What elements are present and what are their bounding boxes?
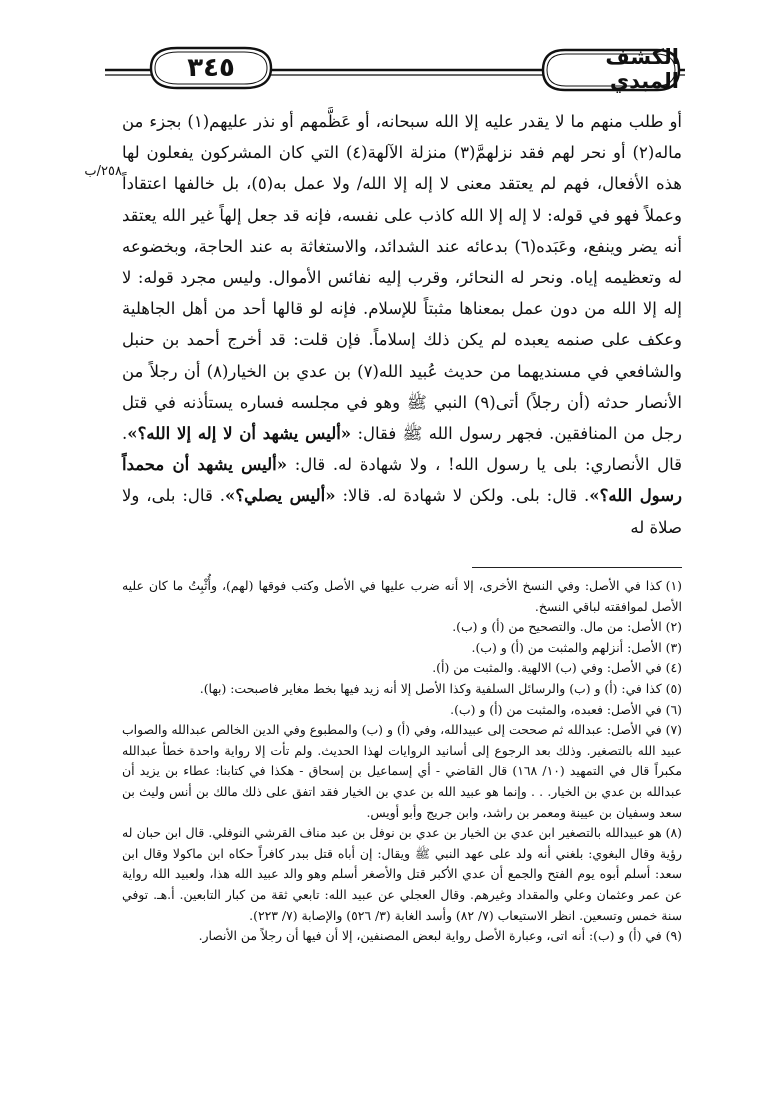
footnote-number: (١) [665, 578, 682, 593]
footnote [122, 638, 682, 659]
footnote-text: الأصل: من مال. والتصحيح من (أ) و (ب). [452, 619, 662, 635]
page-number: ٣٤٥ [187, 53, 235, 83]
footnote [122, 823, 682, 926]
main-paragraph [122, 106, 682, 543]
text-segment: . قال: بلى، ولا صلاة له [122, 486, 682, 537]
hadith-quote: «أليس يشهد أن محمداً رسول الله؟» [122, 455, 683, 506]
footnote-text: في الأصل: وفي (ب) الالهية. والمثبت من (أ). [432, 660, 662, 676]
footnote-number: (٩) [665, 928, 682, 944]
footnote-number: (٢) [665, 619, 682, 635]
footnote [122, 679, 682, 700]
footnote-text: كذا في: (أ) و (ب) والرسائل السلفية وكذا الأصل إلا أنه زيد فيها بخط مغاير فاصبحت: (بها). [199, 680, 662, 696]
footnotes [122, 576, 682, 947]
running-header [95, 40, 695, 110]
footnote [122, 658, 682, 679]
text-segment: . قال الأنصاري: بلى يا رسول الله! ، ولا شهادة له. قال: [122, 424, 683, 475]
footnote-number: (٦) [665, 701, 682, 717]
footnote-number: (٥) [665, 680, 682, 696]
footnote-text: كذا في الأصل: وفي النسخ الأخرى، إلا أنه ضرب عليها في الأصل وكتب فوقها (لهم)، وأُثْبِتُ ما كان عليه الأصل لموافقته لباقي النسخ. [122, 578, 682, 614]
footnote [122, 926, 682, 947]
footnote-number: (٧) [665, 722, 682, 738]
hadith-quote: «أليس يصلي؟» [225, 486, 336, 506]
hadith-quote: «أليس يشهد أن لا إله إلا الله؟» [127, 424, 352, 444]
text-segment: . قال: بلى. ولكن لا شهادة له. قالا: [342, 486, 590, 506]
footnote [122, 617, 682, 638]
main-text [122, 106, 682, 543]
book-title: الكشف المبدي [605, 45, 679, 93]
footnote [122, 576, 682, 617]
footnote-number: (٣) [665, 639, 682, 655]
text-segment: أو طلب منهم ما لا يقدر عليه إلا الله سبحانه، أو عَظَّمهم أو نذر عليهم(١) بجزء من ماله(٢) أو نحر لهم فقد نزلهمَّ(٣) منزلة الآلهة(٤) التي كان المشركون يفعلون لها هذه الأفعال، فهم لم يعتقد معنى لا إله إلا الله/ ولا عمل به(٥)، بل خالفها اعتقاداً وعملاً فهو في قوله: لا إله إلا الله كاذب على نفسه، فإنه قد جعل إلهاً غير الله يعتقد أنه يضر وينفع، وعَبَده(٦) بدعائه عند الشدائد، والاستغاثة به عند الحاجة، وبخضوعه له وتعظيمه إياه. ونحر له النحائر، وقرب إليه نفائس الأموال. وليس مجرد قوله: لا إله إلا الله من دون عمل بمعناها مثبتاً للإسلام. فإنه لو قالها أحد من أهل الجاهلية وعكف على صنمه يعبده لم يكن ذلك إسلاماً. فإن قلت: قد أخرج أحمد بن حنبل والشافعي في مسنديهما من حديث عُبيد الله(٧) بن عدي بن الخيار(٨) أن رجلاً من الأنصار حدثه (أن رجلاً) أتى(٩) النبي ﷺ وهو في مجلسه فساره يستأذنه في قتل رجل من المنافقين. فجهر رسول الله ﷺ فقال: [122, 112, 683, 444]
footnote-number: (٨) [665, 825, 682, 841]
footnote [122, 720, 682, 823]
footnote-text: الأصل: أنزلهم والمثبت من (أ) و (ب). [471, 639, 662, 655]
footnote-number: (٤) [665, 660, 682, 676]
footnote-text: في الأصل: عبدالله ثم صححت إلى عبيدالله، وفي (أ) و (ب) والمطبوع وفي الدين الخالص عبدالله والصواب عبيد الله بالتصغير. وذلك بعد الرجوع إلى أسانيد الروايات لهذا الحديث. ولم تأت إلا رواية واحدة خطأ عبدالله مكبراً قال في التمهيد (١٠/ ١٦٨) قال القاضي - أي إسماعيل بن إسحاق - هكذا في كتابنا: عطاء بن يزيد أن عبدالله بن عدي بن الخيار. . . وإنما هو عبيد الله بن عدي بن الخيار فقد اتفق على ذلك مالك بن أنس وليث بن سعد وسفيان بن عيينة ومعمر بن راشد، وابن جريج وأبو أويس. [122, 722, 682, 820]
footnote-divider [472, 567, 682, 568]
footnote-text: هو عبيدالله بالتصغير ابن عدي بن الخيار بن عدي بن نوفل بن عبد مناف القرشي النوفلي. قال ابن حبان له رؤية وقال البغوي: بلغني أنه ولد على عهد النبي ﷺ ويقال: إن أباه قتل ببدر كافراً حكاه ابن ماكولا وقال ابن سعد: أسلم أبوه يوم الفتح والجمع أن عدي الأكبر قتل والأصغر أسلم وهو والد عبيد الله هذا، ولعبيد الله رواية عن عمر وعثمان وعلي والمقداد وغيرهم. وقال العجلي عن عبيد الله: تابعي ثقة من كبار التابعين. أ.هـ. توفي سنة خمس وتسعين. انظر الاستيعاب (٧/ ٨٢) وأسد الغابة (٣/ ٥٢٦) والإصابة (٧/ ٢٢٣). [122, 825, 682, 923]
manuscript-folio-marker: ٢٥٨/ب [84, 164, 122, 179]
footnote-text: في (أ) و (ب): أنه اتى، وعبارة الأصل رواية لبعض المصنفين، إلا أن فيها أن رجلاً من الأنصار. [198, 928, 662, 944]
footnote [122, 700, 682, 721]
footnote-text: في الأصل: فعبده، والمثبت من (أ) و (ب). [450, 701, 662, 717]
